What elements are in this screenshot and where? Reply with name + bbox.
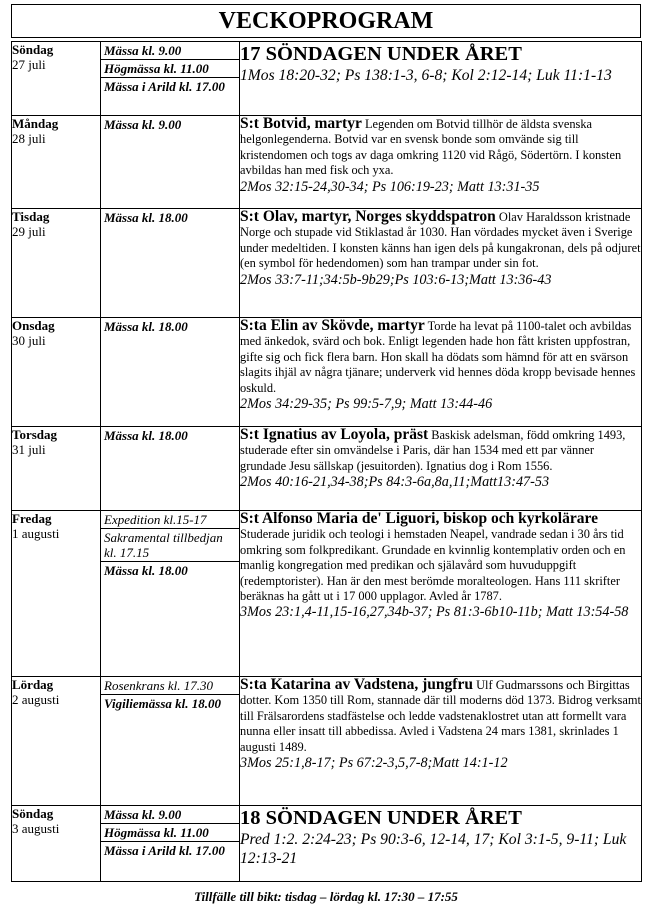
service-time: Mässa kl. 18.00 xyxy=(104,319,188,334)
schedule-table xyxy=(11,41,642,882)
saint-title: S:t Olav, martyr, Norges skyddspatron xyxy=(240,208,496,225)
day-date: 1 augusti xyxy=(12,526,60,541)
day-name: Onsdag xyxy=(12,318,55,333)
service-time: Mässa i Arild kl. 17.00 xyxy=(104,843,225,858)
sunday-title: 17 SÖNDAGEN UNDER ÅRET xyxy=(240,43,522,65)
feast-cell xyxy=(240,116,642,209)
service-time: Mässa kl. 9.00 xyxy=(101,42,239,60)
service-time: Expedition kl.15-17 xyxy=(101,511,239,529)
service-time: Högmässa kl. 11.00 xyxy=(101,824,239,842)
service-time: Sakramental tillbedjan kl. 17.15 xyxy=(101,529,239,562)
feast-cell xyxy=(240,427,642,511)
day-cell xyxy=(12,677,101,806)
saint-description: Olav Haraldsson kristnade Norge och stupade vid Stiklastad år 1030. Han vördades mycket även i Sverige under medeltiden. I konsten känns han igen dels på kungakronan, dels på odjuret (en symbol för hedendomen) som han trampar under sin fot. xyxy=(240,210,641,271)
bible-readings: 2Mos 34:29-35; Ps 99:5-7,9; Matt 13:44-46 xyxy=(240,396,493,413)
day-name: Söndag xyxy=(12,806,54,821)
services-cell xyxy=(101,806,240,882)
day-name: Tisdag xyxy=(12,209,50,224)
feast-cell xyxy=(240,42,642,116)
services-cell xyxy=(101,209,240,318)
feast-cell xyxy=(240,209,642,318)
saint-title: S:ta Elin av Skövde, martyr xyxy=(240,317,425,334)
day-date: 3 augusti xyxy=(12,821,60,836)
day-date: 28 juli xyxy=(12,131,46,146)
schedule-row xyxy=(12,42,642,116)
service-time: Mässa kl. 18.00 xyxy=(104,210,188,225)
schedule-row xyxy=(12,427,642,511)
schedule-row xyxy=(12,511,642,677)
schedule-row xyxy=(12,209,642,318)
day-date: 29 juli xyxy=(12,224,46,239)
services-cell xyxy=(101,318,240,427)
saint-description: Baskisk adelsman, född omkring 1493, studerade efter sin omvändelse i Paris, där han 1534 med ett par vänner grundade Jesu sällskap (jesuitorden). Ignatius dog i Rom 1556. xyxy=(240,428,626,473)
schedule-row xyxy=(12,677,642,806)
services-cell xyxy=(101,427,240,511)
services-cell xyxy=(101,511,240,677)
saint-description: Legenden om Botvid tillhör de äldsta svenska helgonlegenderna. Botvid var en svensk bonde som omvände sig till kristendomen och togs av daga omkring 1120 vid Rågö, Södertörn. I konsten avbildas han med fisk och yxa. xyxy=(240,117,622,178)
day-cell xyxy=(12,427,101,511)
service-time: Vigiliemässa kl. 18.00 xyxy=(104,696,222,711)
service-time: Rosenkrans kl. 17.30 xyxy=(101,677,239,695)
service-time: Mässa kl. 9.00 xyxy=(104,117,182,132)
day-name: Måndag xyxy=(12,116,59,131)
saint-description: Studerade juridik och teologi i hemstaden Neapel, vandrade sedan i 30 års tid omkring som folkpredikant. Grundade en kvinnlig kontemplativ orden och en manlig kongregation med predikan och själavård som huvuduppgift (redemptorister). Han är den mest berömde moralteologen. Hans 111 skrifter beräknas ha gått ut i 17 000 upplagor. Avled år 1787. xyxy=(240,527,626,604)
saint-description: Torde ha levat på 1100-talet och avbildas med änkedok, svärd och bok. Enligt legenden hade hon fått kristen uppfostran, gifte sig och fick flera barn. Hon skall ha dödats som hämnd för att en svärson slagits ihjäl av några tjänare; underverk vid hennes döda kropp bevisade hennes oskuld. xyxy=(240,319,636,395)
day-date: 27 juli xyxy=(12,57,46,72)
day-name: Lördag xyxy=(12,677,54,692)
bible-readings: 2Mos 40:16-21,34-38;Ps 84:3-6a,8a,11;Matt13:47-53 xyxy=(240,474,550,491)
day-cell xyxy=(12,318,101,427)
day-cell xyxy=(12,806,101,882)
feast-cell xyxy=(240,806,642,882)
day-cell xyxy=(12,42,101,116)
services-cell xyxy=(101,116,240,209)
service-time: Mässa i Arild kl. 17.00 xyxy=(104,79,225,94)
service-time: Mässa kl. 18.00 xyxy=(104,428,188,443)
day-cell xyxy=(12,116,101,209)
day-date: 31 juli xyxy=(12,442,46,457)
day-cell xyxy=(12,511,101,677)
saint-title: S:ta Katarina av Vadstena, jungfru xyxy=(240,676,473,693)
saint-description: Ulf Gudmarssons och Birgittas dotter. Kom 1350 till Rom, stannade där till moderns död 1373. Bidrog verksamt till Frälsarordens stadfästelse och ledde vadstenaklostret utan att formellt vara nunna eller insatt till abbedissa. Avled i Vadstena 24 mars 1381, skrinlades 1 augusti 1489. xyxy=(240,678,641,754)
bible-readings: Pred 1:2. 2:24-23; Ps 90:3-6, 12-14, 17; Kol 3:1-5, 9-11; Luk 12:13-21 xyxy=(240,831,627,867)
page-title: VECKOPROGRAM xyxy=(11,4,641,38)
saint-title: S:t Alfonso Maria de' Liguori, biskop och kyrkolärare xyxy=(240,510,598,527)
schedule-row xyxy=(12,116,642,209)
feast-cell xyxy=(240,318,642,427)
saint-title: S:t Ignatius av Loyola, präst xyxy=(240,426,429,443)
day-name: Fredag xyxy=(12,511,52,526)
bible-readings: 2Mos 33:7-11;34:5b-9b29;Ps 103:6-13;Matt 13:36-43 xyxy=(240,271,552,288)
day-cell xyxy=(12,209,101,318)
bible-readings: 2Mos 32:15-24,30-34; Ps 106:19-23; Matt 13:31-35 xyxy=(240,178,540,195)
day-date: 2 augusti xyxy=(12,692,60,707)
schedule-row xyxy=(12,318,642,427)
service-time: Mässa kl. 9.00 xyxy=(101,806,239,824)
service-time: Högmässa kl. 11.00 xyxy=(101,60,239,78)
sunday-title: 18 SÖNDAGEN UNDER ÅRET xyxy=(240,807,522,829)
bible-readings: 3Mos 23:1,4-11,15-16,27,34b-37; Ps 81:3-6b10-11b; Matt 13:54-58 xyxy=(240,604,629,621)
services-cell xyxy=(101,677,240,806)
day-date: 30 juli xyxy=(12,333,46,348)
service-time: Mässa kl. 18.00 xyxy=(104,563,188,578)
services-cell xyxy=(101,42,240,116)
feast-cell xyxy=(240,677,642,806)
bible-readings: 1Mos 18:20-32; Ps 138:1-3, 6-8; Kol 2:12-14; Luk 11:1-13 xyxy=(240,67,612,84)
day-name: Söndag xyxy=(12,42,54,57)
schedule-row xyxy=(12,806,642,882)
confession-times: Tillfälle till bikt: tisdag – lördag kl. 17:30 – 17:55 xyxy=(194,889,458,904)
bible-readings: 3Mos 25:1,8-17; Ps 67:2-3,5,7-8;Matt 14:1-12 xyxy=(240,755,508,772)
saint-title: S:t Botvid, martyr xyxy=(240,115,362,132)
feast-cell xyxy=(240,511,642,677)
day-name: Torsdag xyxy=(12,427,58,442)
